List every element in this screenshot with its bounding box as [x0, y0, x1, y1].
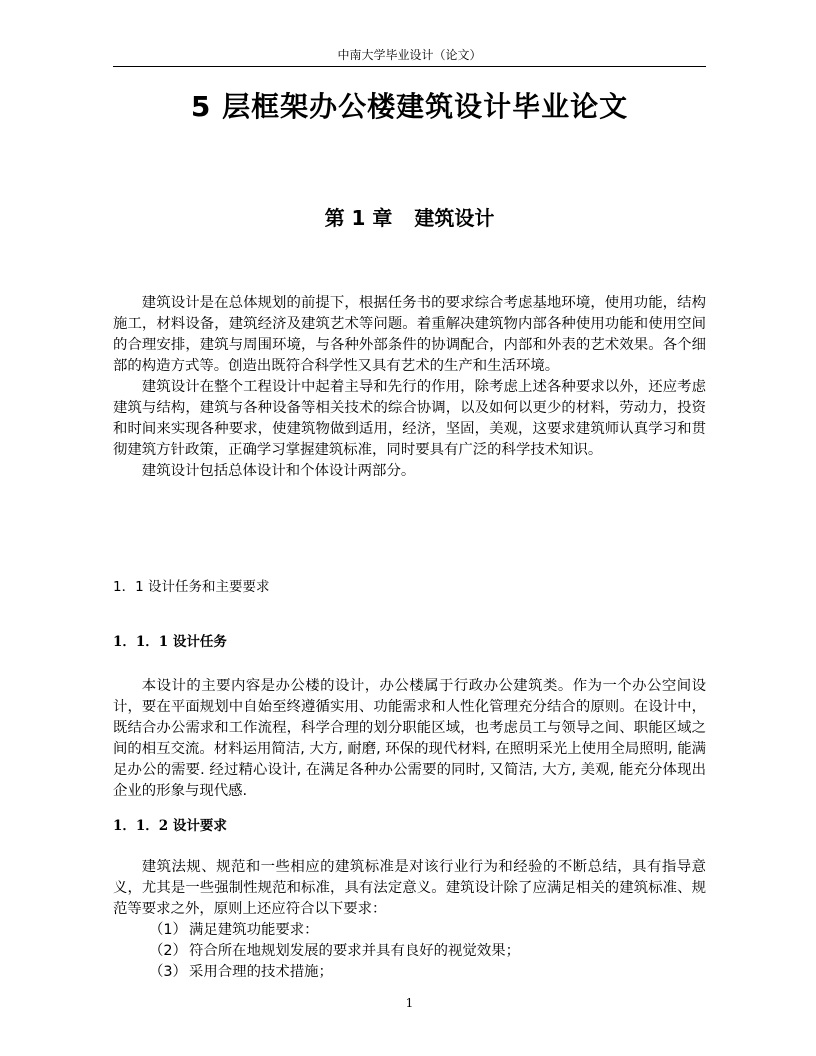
body-paragraph: 建筑法规、规范和一些相应的建筑标准是对该行业行为和经验的不断总结，具有指导意义，尤其是一些强制性规范和标准，具有法定意义。建筑设计除了应满足相关的建筑标准、规范等要求之外，原则上还应符合以下要求：: [113, 859, 706, 917]
page-number: 1: [405, 996, 414, 1010]
section-1-1-1: [113, 633, 706, 651]
section-1-1-2: [113, 817, 706, 835]
intro-paragraph: 建筑设计包括总体设计和个体设计两部分。: [141, 463, 416, 479]
intro-body: [113, 293, 706, 482]
header-rule: [113, 66, 706, 67]
list-marker: （2）: [149, 943, 187, 959]
intro-paragraph: 建筑设计是在总体规划的前提下，根据任务书的要求综合考虑基地环境，使用功能，结构施工，材料设备，建筑经济及建筑艺术等问题。着重解决建筑物内部各种使用功能和使用空间的合理安排，建筑与周围环境，与各种外部条件的协调配合，内部和外表的艺术效果。各个细部的构造方式等。创造出既符合科学性又具有艺术的生产和生活环境。: [113, 295, 706, 374]
list-marker: （1）: [149, 922, 187, 938]
document-title: 5 层框架办公楼建筑设计毕业论文: [190, 90, 629, 123]
requirement-item: [113, 920, 706, 941]
section-1-1-1-title: 设计任务: [172, 634, 227, 650]
body-paragraph: 本设计的主要内容是办公楼的设计，办公楼属于行政办公建筑类。作为一个办公空间设计，要在平面规划中自始至终遵循实用、功能需求和人性化管理充分结合的原则。在设计中，既结合办公需求和工作流程，科学合理的划分职能区域，也考虑员工与领导之间、职能区域之间的相互交流。材料运用简洁, 大方, 耐磨, 环保的现代材料, 在照明采光上使用全局照明, 能满足办公的需要. 经过精心设计, 在满足各种办公需要的同时, 又简洁, 大方, 美观, 能充分体现出企业的形象与现代感.: [113, 678, 706, 799]
intro-paragraph: 建筑设计在整个工程设计中起着主导和先行的作用，除考虑上述各种要求以外，还应考虑建筑与结构，建筑与各种设备等相关技术的综合协调，以及如何以更少的材料，劳动力，投资和时间来实现各种要求，使建筑物做到适用，经济，坚固，美观，这要求建筑师认真学习和贯彻建筑方针政策，正确学习掌握建筑标准，同时要具有广泛的科学技术知识。: [113, 379, 706, 458]
section-1-1-1-heading: [113, 633, 706, 651]
section-1-1-1-number: 1．1．1: [113, 634, 169, 650]
requirement-item: [113, 941, 706, 962]
requirement-text: 满足建筑功能要求：: [189, 922, 319, 938]
section-1-1-1-body: [113, 676, 706, 802]
chapter-heading: [113, 204, 706, 232]
requirement-text: 采用合理的技术措施；: [189, 964, 333, 980]
section-1-1-2-title: 设计要求: [172, 818, 227, 834]
section-1-1-2-heading: [113, 817, 706, 835]
section-1-1: [113, 578, 706, 596]
chapter-number: 第 1 章: [324, 206, 393, 230]
list-marker: （3）: [149, 964, 187, 980]
section-1-1-2-body: [113, 857, 706, 983]
requirement-text: 符合所在地规划发展的要求并具有良好的视觉效果；: [189, 943, 520, 959]
requirement-item: [113, 962, 706, 983]
chapter-title: 建筑设计: [414, 206, 495, 230]
section-1-1-heading: 1．1 设计任务和主要要求: [113, 579, 270, 595]
section-1-1-2-number: 1．1．2: [113, 818, 169, 834]
running-header: 中南大学毕业设计（论文）: [337, 48, 482, 62]
